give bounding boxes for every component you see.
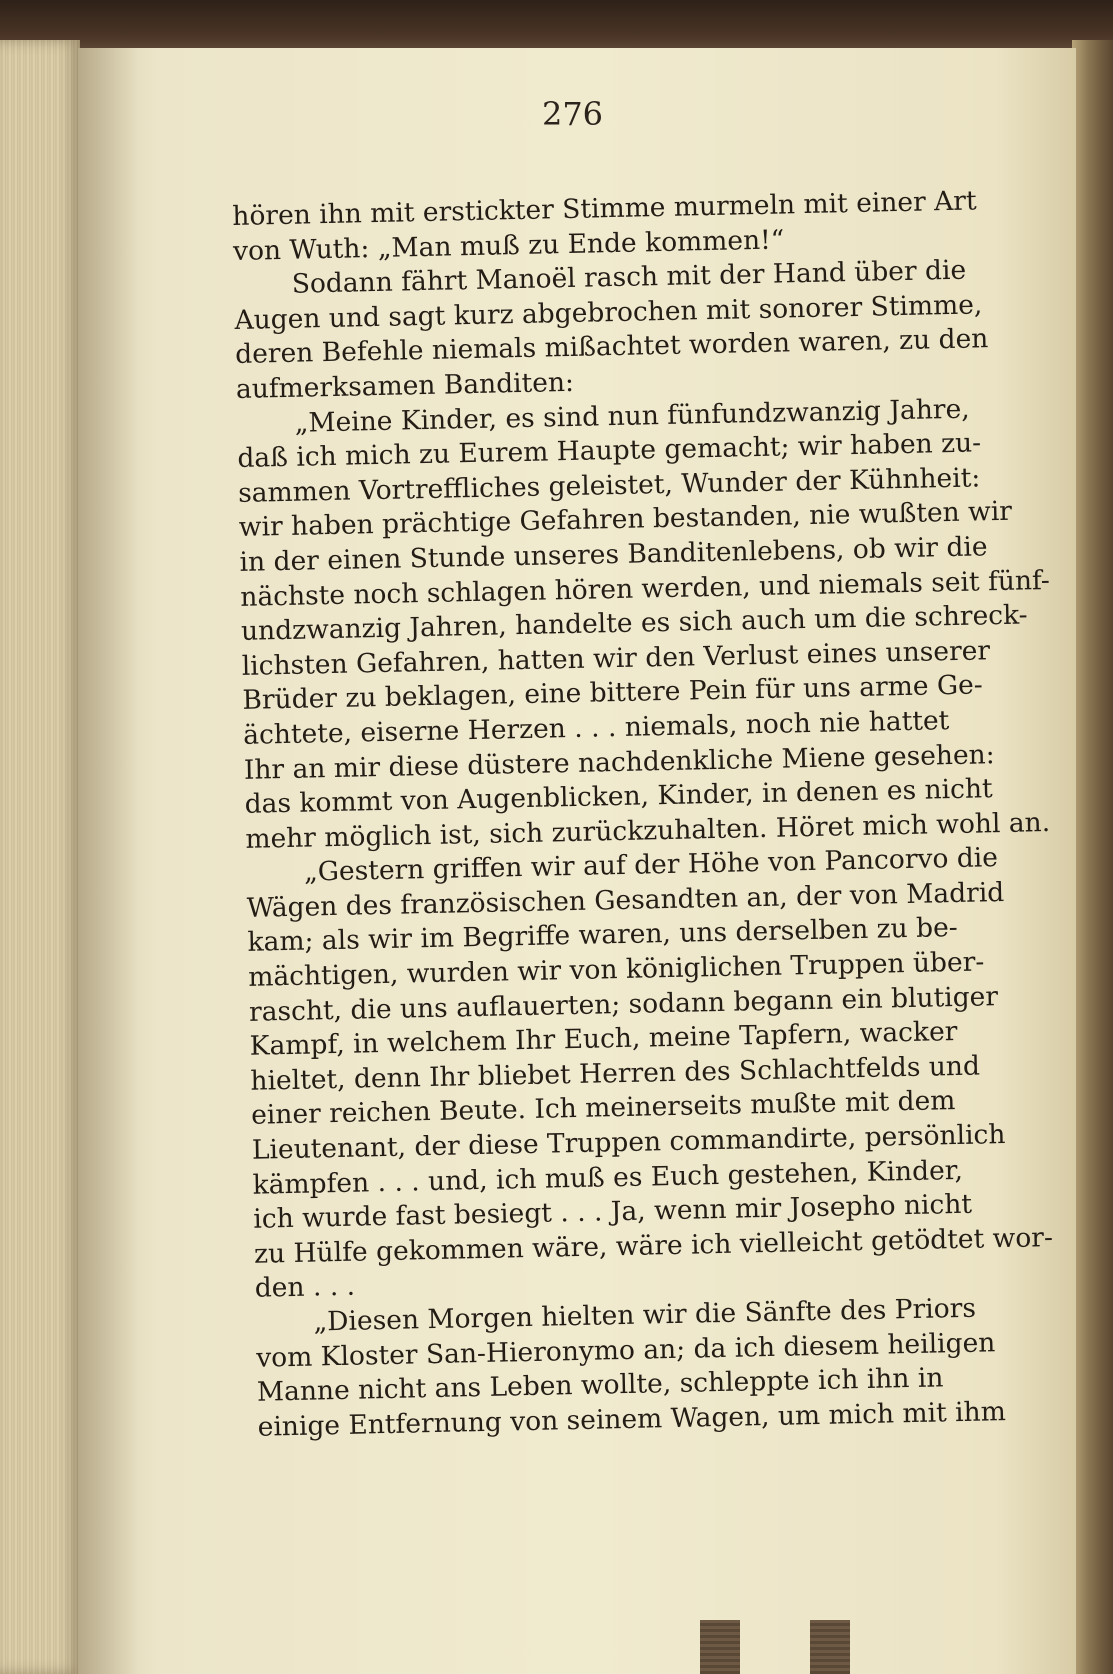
text-line: „Diesen Morgen hielten wir die Sänfte des Priors bbox=[313, 1292, 977, 1338]
text-line: sammen Vortreffliches geleistet, Wunder der Kühnheit: bbox=[237, 462, 981, 509]
body-text bbox=[232, 183, 1073, 1445]
text-line: ich wurde fast besiegt . . . Ja, wenn mir Josepho nicht bbox=[253, 1188, 973, 1235]
text-line: mächtigen, wurden wir von königlichen Truppen über- bbox=[247, 946, 985, 993]
text-line: nächste noch schlagen hören werden, und niemals seit fünf- bbox=[239, 564, 1051, 613]
bookmark-ribbon bbox=[700, 1620, 740, 1674]
page-stack-left bbox=[0, 40, 80, 1674]
text-line: in der einen Stunde unseres Banditenlebens, ob wir die bbox=[239, 531, 988, 578]
text-line: kämpfen . . . und, ich muß es Euch gestehen, Kinder, bbox=[252, 1154, 964, 1201]
text-line: Manne nicht ans Leben wollte, schleppte ich ihn in bbox=[256, 1362, 944, 1408]
text-line: Sodann fährt Manoël rasch mit der Hand über die bbox=[291, 254, 967, 300]
text-line: aufmerksamen Banditen: bbox=[235, 366, 575, 405]
text-line: undzwanzig Jahren, handelte es sich auch um die schreck- bbox=[240, 599, 1028, 648]
text-line: ächtete, eiserne Herzen . . . niemals, noch nie hattet bbox=[242, 705, 950, 751]
text-line: zu Hülfe gekommen wäre, wäre ich vielleicht getödtet wor- bbox=[253, 1221, 1054, 1270]
text-line: Augen und sagt kurz abgebrochen mit sonorer Stimme, bbox=[234, 289, 983, 336]
text-line: kam; als wir im Begriffe waren, uns derselben zu be- bbox=[247, 912, 959, 959]
text-line: den . . . bbox=[254, 1271, 356, 1305]
text-line: „Gestern griffen wir auf der Höhe von Pancorvo die bbox=[303, 842, 999, 888]
text-line: von Wuth: „Man muß zu Ende kommen!“ bbox=[232, 224, 785, 267]
text-line: einer reichen Beute. Ich meinerseits mußte mit dem bbox=[250, 1085, 956, 1132]
text-line: daß ich mich zu Eurem Haupte gemacht; wir haben zu- bbox=[237, 427, 982, 475]
text-line: rascht, die uns auflauerten; sodann begann ein blutiger bbox=[248, 980, 999, 1028]
text-line: Ihr an mir diese düstere nachdenkliche Miene gesehen: bbox=[243, 738, 995, 786]
text-line: Wägen des französischen Gesandten an, der von Madrid bbox=[246, 876, 1005, 924]
text-line: hören ihn mit erstickter Stimme murmeln mit einer Art bbox=[232, 185, 977, 232]
text-line: Kampf, in welchem Ihr Euch, meine Tapfern, wacker bbox=[249, 1016, 958, 1063]
text-line: mehr möglich ist, sich zurückzuhalten. Höret mich wohl an. bbox=[245, 806, 1051, 855]
text-line: vom Kloster San-Hieronymo an; da ich diesem heiligen bbox=[255, 1326, 996, 1374]
page-number: 276 bbox=[541, 95, 604, 133]
text-line: deren Befehle niemals mißachtet worden waren, zu den bbox=[234, 323, 989, 371]
text-line: lichsten Gefahren, hatten wir den Verlust eines unserer bbox=[241, 634, 991, 682]
text-line: einige Entfernung von seinem Wagen, um mich mit ihm bbox=[257, 1395, 1007, 1443]
text-line: Brüder zu beklagen, eine bittere Pein für uns arme Ge- bbox=[242, 669, 984, 717]
bookmark-ribbon bbox=[810, 1620, 850, 1674]
page-stack-right bbox=[1072, 40, 1113, 1674]
text-line: das kommt von Augenblicken, Kinder, in denen es nicht bbox=[244, 773, 993, 820]
text-line: hieltet, denn Ihr bliebet Herren des Schlachtfelds und bbox=[250, 1050, 981, 1097]
text-line: Lieutenant, der diese Truppen commandirte, persönlich bbox=[251, 1119, 1006, 1166]
text-line: wir haben prächtige Gefahren bestanden, nie wußten wir bbox=[238, 496, 1013, 544]
text-line: „Meine Kinder, es sind nun fünfundzwanzig Jahre, bbox=[294, 393, 970, 439]
spine-shadow bbox=[78, 48, 138, 1674]
